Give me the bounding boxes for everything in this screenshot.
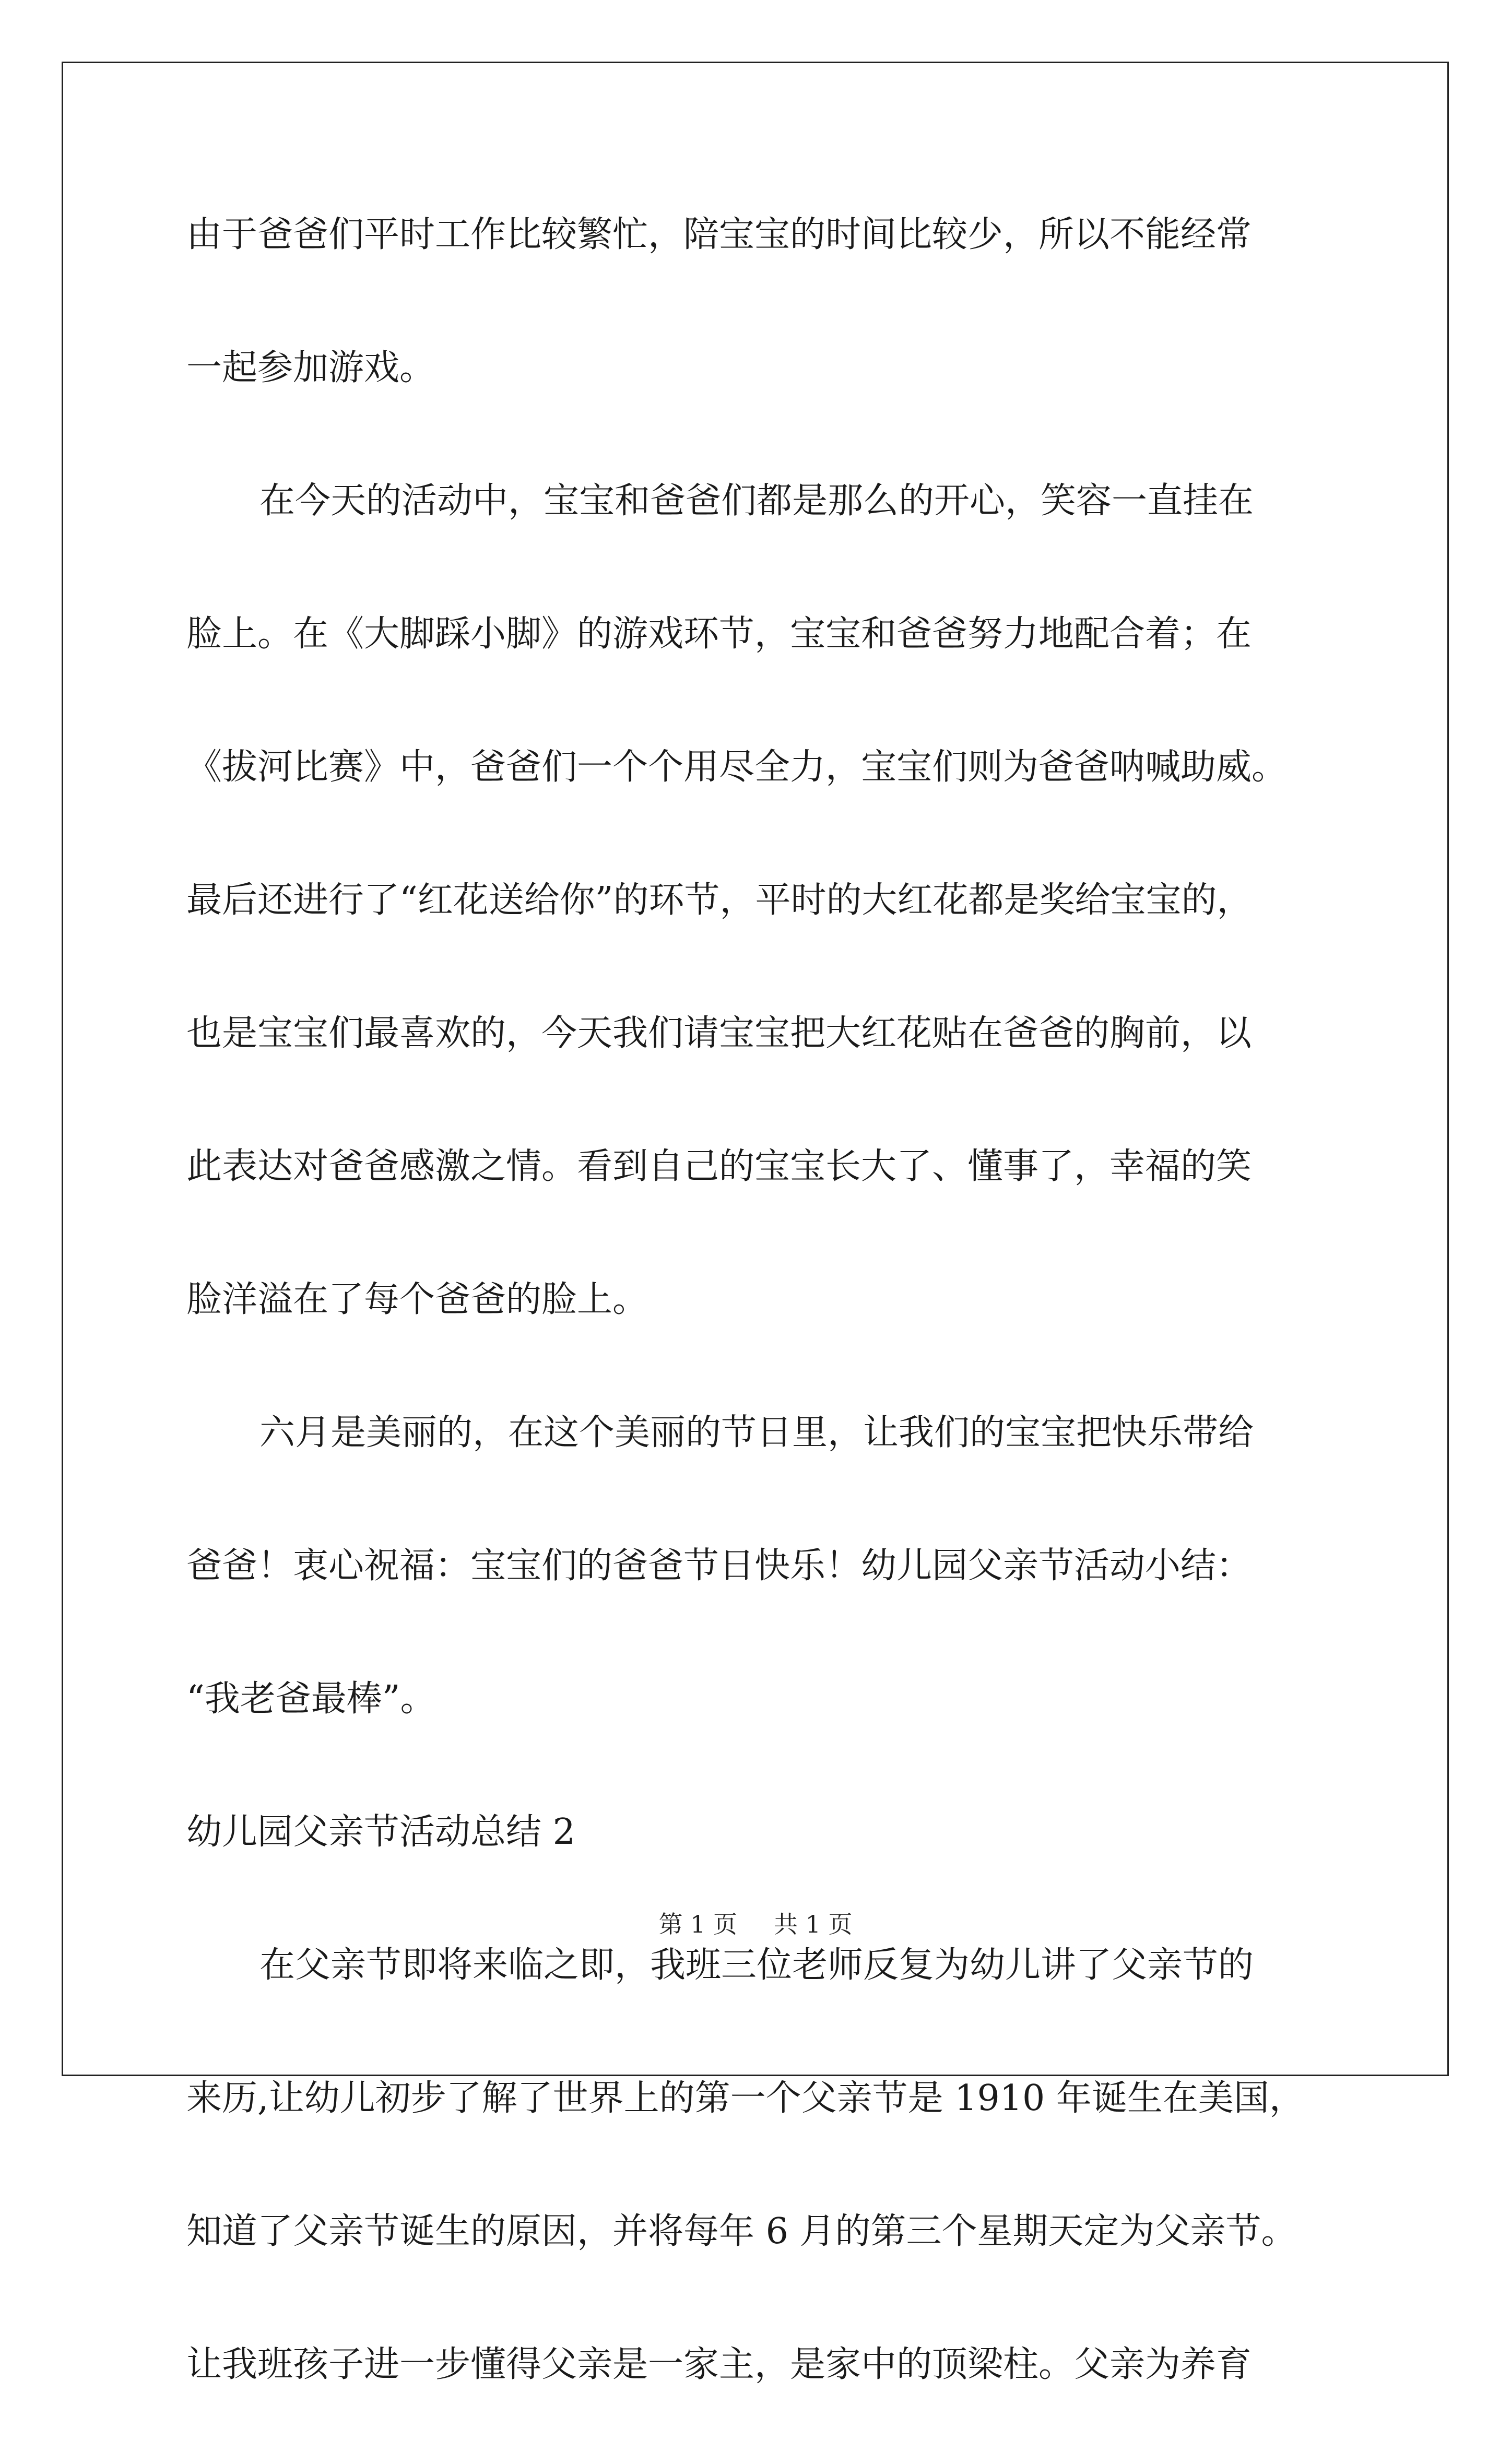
page-footer [0,1905,1511,1940]
text-line: 最后还进行了“红花送给你”的环节，平时的大红花都是奖给宝宝的， [186,880,1253,921]
paragraph-start-line: 在父亲节即将来临之即，我班三位老师反复为幼儿讲了父亲节的 [259,1945,1254,1986]
text-line: 知道了父亲节诞生的原因，并将每年 6 月的第三个星期天定为父亲节。 [186,2211,1297,2252]
text-line: 脸上。在《大脚踩小脚》的游戏环节，宝宝和爸爸努力地配合着；在 [186,613,1252,655]
text-line: 此表达对爸爸感激之情。看到自己的宝宝长大了、懂事了，幸福的笑 [186,1146,1252,1187]
page-number: 第 1 页 [658,1910,737,1938]
text-line: 爸爸！衷心祝福：宝宝们的爸爸节日快乐！幼儿园父亲节活动小结： [186,1545,1252,1586]
paragraph-start-line: 在今天的活动中，宝宝和爸爸们都是那么的开心，笑容一直挂在 [259,480,1254,522]
text-line: 让我班孩子进一步懂得父亲是一家主，是家中的顶梁柱。父亲为养育 [186,2344,1252,2385]
text-line: 也是宝宝们最喜欢的，今天我们请宝宝把大红花贴在爸爸的胸前，以 [186,1013,1252,1054]
text-line: 来历,让幼儿初步了解了世界上的第一个父亲节是 1910 年诞生在美国， [186,2078,1305,2119]
section-heading: 幼儿园父亲节活动总结 2 [186,1811,575,1853]
document-body [186,201,1361,2464]
text-line: 由于爸爸们平时工作比较繁忙，陪宝宝的时间比较少，所以不能经常 [186,214,1252,255]
text-line: “我老爸最棒”。 [186,1678,436,1720]
text-line: 《拔河比赛》中，爸爸们一个个用尽全力，宝宝们则为爸爸呐喊助威。 [186,747,1288,788]
page-total: 共 1 页 [774,1910,853,1938]
paragraph-start-line: 六月是美丽的，在这个美丽的节日里，让我们的宝宝把快乐带给 [259,1412,1254,1453]
text-line: 脸洋溢在了每个爸爸的脸上。 [186,1279,648,1320]
text-line: 一起参加游戏。 [186,347,435,388]
